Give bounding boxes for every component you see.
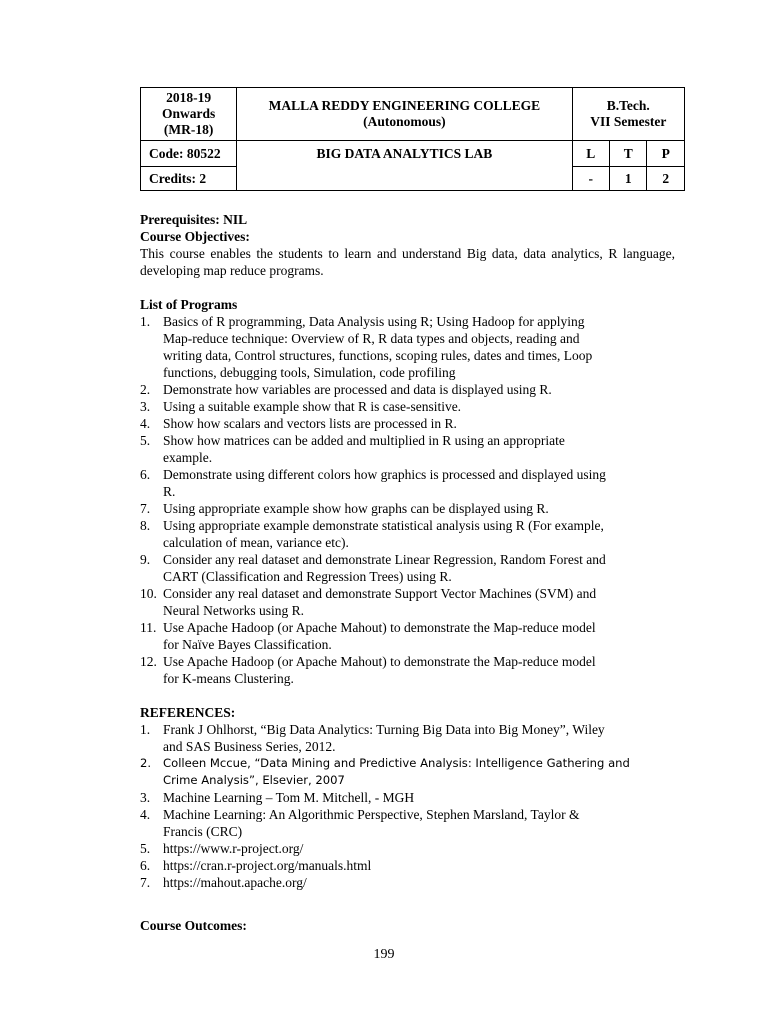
program-item-line: Using appropriate example demonstrate statistical analysis using R (For example, xyxy=(163,518,604,533)
program-item xyxy=(140,415,675,432)
program-item-line: Demonstrate using different colors how graphics is processed and displayed using xyxy=(163,467,606,482)
college-name: MALLA REDDY ENGINEERING COLLEGE xyxy=(268,98,541,113)
reference-item-number: 5. xyxy=(140,841,151,856)
program-item-line: Using appropriate example show how graphs can be displayed using R. xyxy=(163,501,549,516)
course-header-table xyxy=(140,87,685,191)
program-item xyxy=(140,551,675,585)
ltp-value-p: 2 xyxy=(647,167,685,191)
program-item-line: Map-reduce technique: Overview of R, R data types and objects, reading and xyxy=(163,331,580,346)
program-item-number: 5. xyxy=(140,433,151,448)
program-item-number: 7. xyxy=(140,501,151,516)
program-item-line: for K-means Clustering. xyxy=(163,671,294,686)
program-item xyxy=(140,585,675,619)
program-item-number: 4. xyxy=(140,416,151,431)
program-item-number: 8. xyxy=(140,518,151,533)
year-line: (MR-18) xyxy=(163,122,214,137)
program-item-line: for Naïve Bayes Classification. xyxy=(163,637,332,652)
credits: Credits: 2 xyxy=(141,167,237,191)
program-item-line: Show how matrices can be added and multiplied in R using an appropriate xyxy=(163,433,565,448)
year-line: Onwards xyxy=(161,106,216,121)
year-line: 2018-19 xyxy=(166,90,212,105)
program-item-line: calculation of mean, variance etc). xyxy=(163,535,349,550)
program-item-line: functions, debugging tools, Simulation, code profiling xyxy=(163,365,456,380)
ltp-header-l: L xyxy=(572,141,609,167)
outcomes-heading: Course Outcomes: xyxy=(140,918,247,933)
program-item xyxy=(140,313,675,381)
reference-item-number: 2. xyxy=(140,756,152,770)
reference-item xyxy=(140,755,675,789)
programs-list xyxy=(140,313,675,687)
reference-item-line: Colleen Mccue, “Data Mining and Predictive Analysis: Intelligence Gathering and xyxy=(163,756,630,770)
ltp-value-t: 1 xyxy=(610,167,647,191)
reference-item-line: Machine Learning – Tom M. Mitchell, - MGH xyxy=(163,790,415,805)
reference-item-line: Frank J Ohlhorst, “Big Data Analytics: Turning Big Data into Big Money”, Wiley xyxy=(163,722,605,737)
program-item-line: Consider any real dataset and demonstrate Linear Regression, Random Forest and xyxy=(163,552,606,567)
reference-item-number: 3. xyxy=(140,790,151,805)
reference-item-number: 1. xyxy=(140,722,151,737)
program-item-number: 12. xyxy=(140,654,157,669)
reference-item xyxy=(140,840,675,857)
reference-item xyxy=(140,789,675,806)
ltp-header-p: P xyxy=(647,141,685,167)
reference-item-number: 7. xyxy=(140,875,151,890)
program-item xyxy=(140,500,675,517)
ltp-header-t: T xyxy=(610,141,647,167)
program-item-line: Using a suitable example show that R is case-sensitive. xyxy=(163,399,462,414)
reference-item-line: and SAS Business Series, 2012. xyxy=(163,739,336,754)
program-item xyxy=(140,381,675,398)
course-content xyxy=(140,211,675,891)
reference-item-line: https://www.r-project.org/ xyxy=(163,841,304,856)
program-item-number: 9. xyxy=(140,552,151,567)
ltp-value-l: - xyxy=(572,167,609,191)
prerequisites: Prerequisites: NIL xyxy=(140,212,248,227)
reference-item xyxy=(140,806,675,840)
reference-item xyxy=(140,857,675,874)
reference-item-line: Crime Analysis”, Elsevier, 2007 xyxy=(163,773,345,787)
program-item-line: Basics of R programming, Data Analysis using R; Using Hadoop for applying xyxy=(163,314,585,329)
program-item-number: 10. xyxy=(140,586,157,601)
program-item xyxy=(140,517,675,551)
reference-item-number: 4. xyxy=(140,807,151,822)
program-item-number: 2. xyxy=(140,382,151,397)
reference-item-line: https://mahout.apache.org/ xyxy=(163,875,307,890)
program-item-number: 3. xyxy=(140,399,151,414)
program-item-number: 6. xyxy=(140,467,151,482)
college-cell xyxy=(237,88,572,141)
reference-item xyxy=(140,721,675,755)
program-item-line: Use Apache Hadoop (or Apache Mahout) to demonstrate the Map-reduce model xyxy=(163,654,596,669)
course-code: Code: 80522 xyxy=(141,141,237,167)
programs-heading: List of Programs xyxy=(140,297,238,312)
objectives-text: This course enables the students to learn and understand Big data, data analytics, R language, developing map reduce programs. xyxy=(140,246,675,278)
program-item-number: 1. xyxy=(140,314,151,329)
references-list xyxy=(140,721,675,891)
program-item xyxy=(140,466,675,500)
program-item-line: example. xyxy=(163,450,213,465)
program-item xyxy=(140,398,675,415)
program-item xyxy=(140,619,675,653)
program-item-line: Show how scalars and vectors lists are processed in R. xyxy=(163,416,457,431)
reference-item-line: https://cran.r-project.org/manuals.html xyxy=(163,858,372,873)
references-heading: REFERENCES: xyxy=(140,705,236,720)
program-item-line: Consider any real dataset and demonstrate Support Vector Machines (SVM) and xyxy=(163,586,597,601)
program-item xyxy=(140,432,675,466)
program-item-number: 11. xyxy=(140,620,157,635)
year-cell xyxy=(141,88,237,141)
college-status: (Autonomous) xyxy=(363,114,446,129)
reference-item xyxy=(140,874,675,891)
objectives-heading: Course Objectives: xyxy=(140,229,250,244)
semester: VII Semester xyxy=(590,114,667,129)
program-item-line: Neural Networks using R. xyxy=(163,603,304,618)
page-number: 199 xyxy=(373,947,395,962)
reference-item-number: 6. xyxy=(140,858,151,873)
program-item-line: writing data, Control structures, functions, scoping rules, dates and times, Loop xyxy=(163,348,593,363)
program-item-line: R. xyxy=(163,484,176,499)
program-name: B.Tech. xyxy=(606,98,650,113)
program-item-line: Demonstrate how variables are processed and data is displayed using R. xyxy=(163,382,552,397)
reference-item-line: Machine Learning: An Algorithmic Perspective, Stephen Marsland, Taylor & xyxy=(163,807,580,822)
program-item-line: Use Apache Hadoop (or Apache Mahout) to demonstrate the Map-reduce model xyxy=(163,620,596,635)
program-item xyxy=(140,653,675,687)
program-item-line: CART (Classification and Regression Trees) using R. xyxy=(163,569,452,584)
program-cell xyxy=(572,88,684,141)
course-title: BIG DATA ANALYTICS LAB xyxy=(237,141,572,191)
reference-item-line: Francis (CRC) xyxy=(163,824,243,839)
